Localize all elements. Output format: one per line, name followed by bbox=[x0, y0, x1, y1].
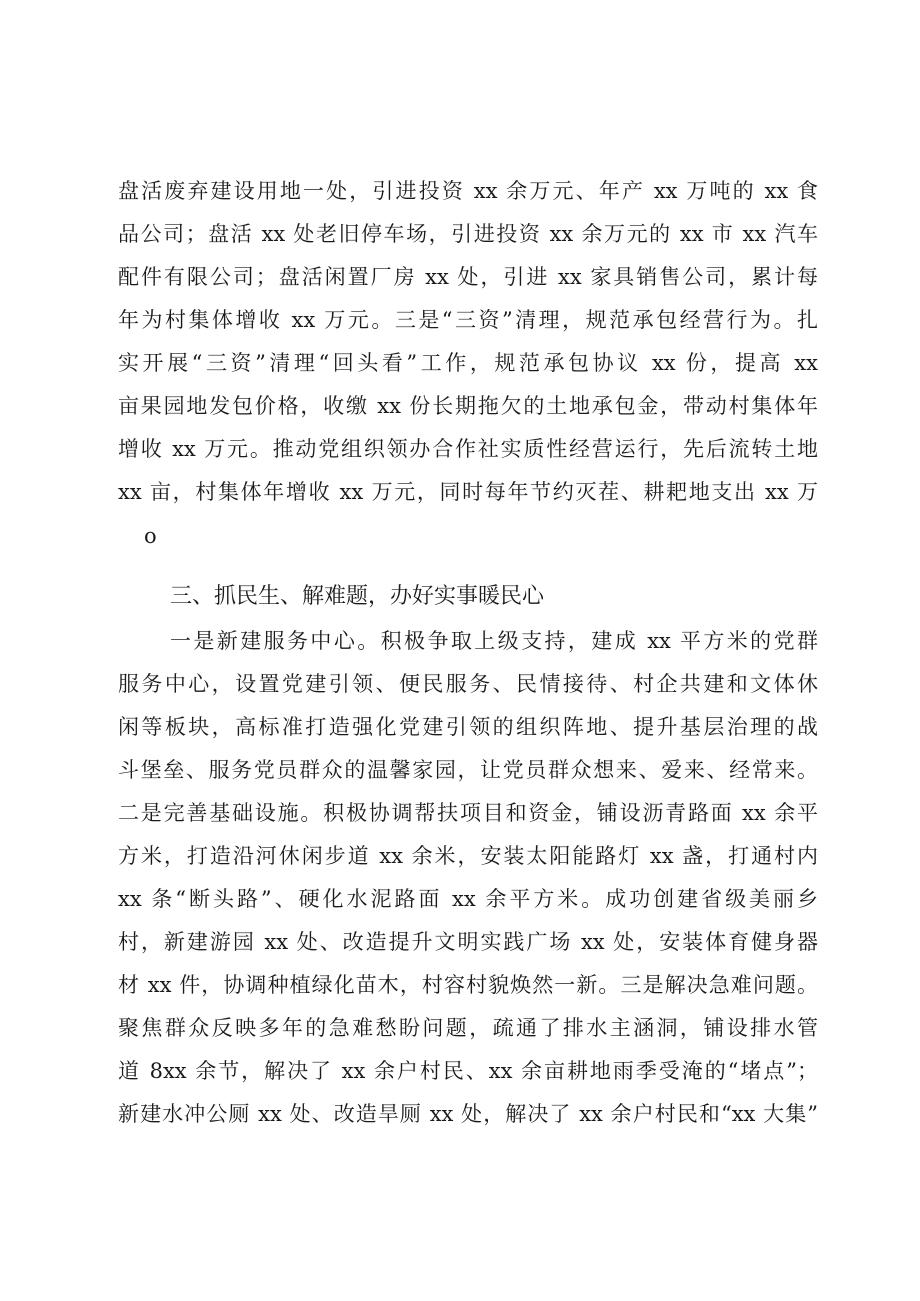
paragraph-line: 闲等板块，高标准打造强化党建引领的组织阵地、提升基层治理的战 bbox=[118, 715, 818, 739]
paragraph-line: 材 xx 件，协调种植绿化苗木，村容村貌焕然一新。三是解决急难问题。 bbox=[118, 973, 818, 997]
paragraph-line: 方米，打造沿河休闲步道 xx 余米，安装太阳能路灯 xx 盏，打通村内 bbox=[118, 844, 818, 868]
paragraph-line: 年为村集体增收 xx 万元。三是“三资”清理，规范承包经营行为。扎 bbox=[118, 308, 818, 332]
paragraph-line: 实开展“三资”清理“回头看”工作，规范承包协议 xx 份，提高 xx bbox=[118, 351, 818, 375]
paragraph-line: 亩果园地发包价格，收缴 xx 份长期拖欠的土地承包金，带动村集体年 bbox=[118, 394, 818, 418]
paragraph-line: 道 8xx 余节，解决了 xx 余户村民、xx 余亩耕地雨季受淹的“堵点”； bbox=[118, 1059, 818, 1083]
paragraph-line: 聚焦群众反映多年的急难愁盼问题，疏通了排水主涵洞，铺设排水管 bbox=[118, 1016, 818, 1040]
paragraph-line: 服务中心，设置党建引领、便民服务、民情接待、村企共建和文体休 bbox=[118, 672, 818, 696]
paragraph-line: 配件有限公司；盘活闲置厂房 xx 处，引进 xx 家具销售公司，累计每 bbox=[118, 265, 818, 289]
paragraph-line: 盘活废弃建设用地一处，引进投资 xx 余万元、年产 xx 万吨的 xx 食 bbox=[118, 179, 818, 203]
dangling-punctuation: o bbox=[144, 524, 157, 548]
paragraph-line: 斗堡垒、服务党员群众的温馨家园，让党员群众想来、爱来、经常来。 bbox=[118, 758, 818, 782]
paragraph-line: 村，新建游园 xx 处、改造提升文明实践广场 xx 处，安装体育健身器 bbox=[118, 930, 818, 954]
paragraph-line: 品公司；盘活 xx 处老旧停车场，引进投资 xx 余万元的 xx 市 xx 汽车 bbox=[118, 222, 818, 246]
section-heading: 三、抓民生、解难题，办好实事暖民心 bbox=[170, 584, 545, 609]
paragraph-line: 一是新建服务中心。积极争取上级支持，建成 xx 平方米的党群 bbox=[170, 629, 818, 653]
paragraph-line: xx 条“断头路”、硬化水泥路面 xx 余平方米。成功创建省级美丽乡 bbox=[118, 887, 818, 911]
paragraph-line: 新建水冲公厕 xx 处、改造旱厕 xx 处，解决了 xx 余户村民和“xx 大集” bbox=[118, 1102, 818, 1126]
paragraph-line: xx 亩，村集体年增收 xx 万元，同时每年节约灭茬、耕耙地支出 xx 万 bbox=[118, 480, 818, 504]
paragraph-line: 二是完善基础设施。积极协调帮扶项目和资金，铺设沥青路面 xx 余平 bbox=[118, 801, 818, 825]
paragraph-line: 增收 xx 万元。推动党组织领办合作社实质性经营运行，先后流转土地 bbox=[118, 437, 818, 461]
